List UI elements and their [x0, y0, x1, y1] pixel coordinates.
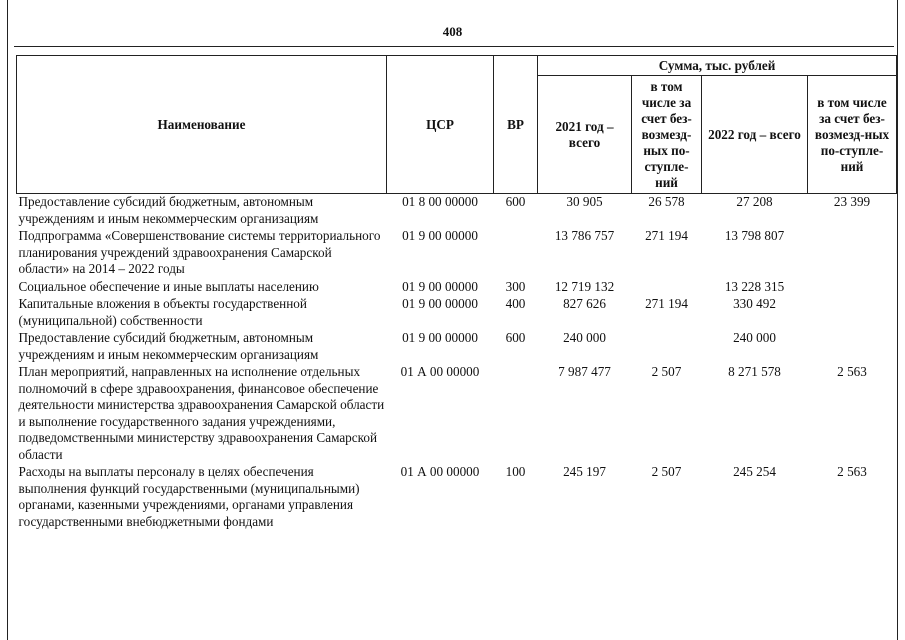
row-2021-total: 245 197: [563, 464, 606, 479]
row-vr: [494, 228, 538, 279]
row-2021-free: 2 507: [651, 364, 682, 379]
row-2022-total: 13 798 807: [724, 228, 785, 243]
row-2021-free: 26 578: [648, 194, 685, 209]
top-rule: [14, 46, 894, 47]
row-name: Социальное обеспечение и иные выплаты населению: [18, 278, 319, 294]
row-vr: 400: [505, 296, 526, 311]
page-number: 408: [442, 24, 463, 39]
row-2022-free: [808, 330, 897, 364]
row-name: План мероприятий, направленных на исполнение отдельных полномочий в сфере здравоохранения, финансовое обеспечение деятельности министерства здравоохранения Самарской области и выполнение государственного задания учреждениями, подведомственными министерству здравоохранения Самарской области: [18, 364, 385, 462]
header-vr: ВР: [494, 56, 538, 194]
row-2021-free: 271 194: [645, 228, 688, 243]
budget-table: [16, 55, 897, 531]
row-vr: 100: [505, 464, 526, 479]
header-2022-free: в том числе за счет без-возмезд-ных по-ступле-ний: [808, 76, 897, 194]
table-body: [17, 194, 897, 532]
row-2021-total: 12 719 132: [554, 278, 615, 294]
row-2022-total: 13 228 315: [724, 278, 785, 294]
table-row: [17, 279, 897, 297]
row-2022-total: 27 208: [736, 194, 773, 209]
table-row: [17, 464, 897, 531]
right-margin-line: [897, 0, 898, 640]
row-2021-total: 13 786 757: [554, 228, 615, 243]
row-2021-total: 240 000: [563, 330, 606, 345]
row-csr: 01 А 00 00000: [400, 364, 480, 379]
header-2022-total: 2022 год – всего: [702, 76, 808, 194]
row-csr: 01 8 00 00000: [402, 194, 478, 209]
row-csr: 01 9 00 00000: [402, 278, 478, 294]
row-vr: 600: [505, 330, 526, 345]
row-2022-free: [808, 228, 897, 279]
row-vr: 600: [505, 194, 526, 209]
row-2021-free: [632, 330, 702, 364]
row-2022-free: 2 563: [837, 464, 867, 479]
row-name: Подпрограмма «Совершенствование системы территориального планирования учреждений здравоохранения Самарской области» на 2014 – 2022 годы: [18, 228, 381, 276]
row-2021-free: [632, 279, 702, 297]
row-2021-free: 271 194: [645, 296, 688, 311]
row-2022-total: 240 000: [733, 330, 776, 345]
row-2021-total: 827 626: [563, 296, 606, 311]
table-row: [17, 194, 897, 229]
table-row: [17, 364, 897, 464]
row-2022-total: 245 254: [733, 464, 776, 479]
row-2021-total: 7 987 477: [558, 364, 611, 379]
header-sum-group: Сумма, тыс. рублей: [538, 56, 897, 76]
row-2022-free: [808, 296, 897, 330]
row-name: Расходы на выплаты персоналу в целях обеспечения выполнения функций государственными (муниципальными) органами, казенными учреждениями, органами управления государственными внебюджетными фондами: [18, 464, 360, 529]
row-vr: 300: [505, 278, 526, 294]
row-csr: 01 А 00 00000: [400, 464, 480, 479]
table-header: [17, 56, 897, 194]
row-2022-total: 330 492: [733, 296, 776, 311]
left-margin-line: [7, 0, 8, 640]
table-row: [17, 296, 897, 330]
header-name: Наименование: [17, 56, 387, 194]
table-row: [17, 330, 897, 364]
row-name: Предоставление субсидий бюджетным, автономным учреждениям и иным некоммерческим организациям: [18, 194, 319, 226]
row-2022-total: 8 271 578: [728, 364, 781, 379]
table-row: [17, 228, 897, 279]
row-csr: 01 9 00 00000: [402, 330, 478, 345]
header-2021-free: в том числе за счет без-возмезд-ных по-ступле-ний: [632, 76, 702, 194]
row-csr: 01 9 00 00000: [402, 228, 478, 243]
row-2021-total: 30 905: [566, 194, 603, 209]
row-csr: 01 9 00 00000: [402, 296, 478, 311]
row-name: Капитальные вложения в объекты государственной (муниципальной) собственности: [18, 296, 307, 328]
row-2022-free: 2 563: [837, 364, 867, 379]
row-2022-free: 23 399: [833, 194, 871, 209]
header-2021-total: 2021 год – всего: [538, 76, 632, 194]
row-2022-free: [808, 279, 897, 297]
row-name: Предоставление субсидий бюджетным, автономным учреждениям и иным некоммерческим организациям: [18, 330, 319, 362]
header-csr: ЦСР: [387, 56, 494, 194]
row-vr: [494, 364, 538, 464]
row-2021-free: 2 507: [651, 464, 682, 479]
